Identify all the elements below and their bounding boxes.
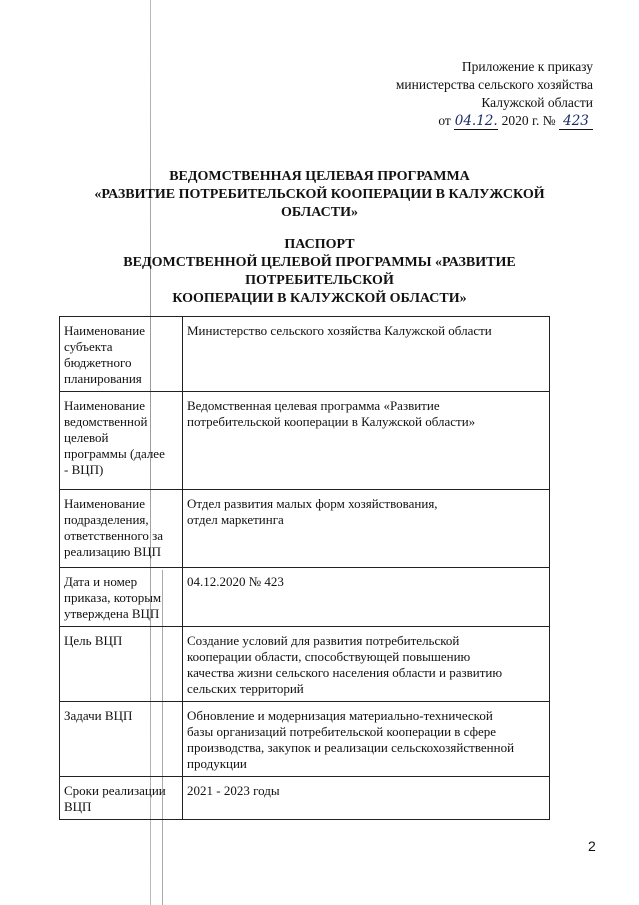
passport-title [0,236,639,308]
table-row [60,627,550,702]
row-value-line: качества жизни сельского населения области и развитию [187,665,503,680]
appendix-date-line [396,112,593,130]
row-value-line: продукции [187,756,247,771]
row-value-line: 04.12.2020 № 423 [187,574,284,589]
row-label-line: программы (далее [64,446,165,461]
row-label-line: - ВЦП) [64,462,104,477]
row-value-line: кооперации области, способствующей повышению [187,649,471,664]
row-label-cell [60,317,183,392]
row-value-line: базы организаций потребительской кооперации в сфере [187,724,497,739]
row-label-line: ответственного за [64,528,164,543]
row-label-line: Дата и номер [64,574,138,589]
row-value-line: отдел маркетинга [187,512,284,527]
table-row [60,702,550,777]
passport-title-line: ВЕДОМСТВЕННОЙ ЦЕЛЕВОЙ ПРОГРАММЫ «РАЗВИТИЕ [123,255,516,270]
appendix-line: Приложение к приказу [461,59,593,74]
row-value-cell [183,392,550,490]
row-label-line: Сроки реализации [64,783,166,798]
row-label-line: ВЦП [64,799,92,814]
row-value-line: потребительской кооперации в Калужской области» [187,414,476,429]
date-suffix: 2020 г. № [501,113,556,128]
row-label-line: утверждена ВЦП [64,606,160,621]
table-row [60,317,550,392]
row-label-cell [60,490,183,568]
row-label-line: Задачи ВЦП [64,708,133,723]
row-value-cell [183,627,550,702]
passport-table [59,316,550,820]
row-label-line: реализацию ВЦП [64,544,161,559]
program-title [0,168,639,222]
row-label-line: субъекта [64,339,113,354]
row-label-cell [60,392,183,490]
page-number: 2 [588,838,596,854]
row-label-line: Наименование [64,496,145,511]
row-label-line: ведомственной [64,414,148,429]
row-value-line: Отдел развития малых форм хозяйствования, [187,496,438,511]
passport-title-line: КООПЕРАЦИИ В КАЛУЖСКОЙ ОБЛАСТИ» [172,291,467,306]
row-value-line: 2021 - 2023 годы [187,783,280,798]
row-value-cell [183,702,550,777]
row-value-cell [183,490,550,568]
row-value-cell [183,317,550,392]
passport-title-line: ПАСПОРТ [284,237,355,252]
row-label-cell [60,568,183,627]
table-row [60,392,550,490]
row-label-line: подразделения, [64,512,149,527]
table-row [60,490,550,568]
table-row [60,777,550,820]
row-label-line: Наименование [64,398,145,413]
row-label-line: Цель ВЦП [64,633,123,648]
handwritten-date: 04.12. [454,113,498,129]
appendix-line: Калужской области [481,95,593,110]
program-title-line: ВЕДОМСТВЕННАЯ ЦЕЛЕВАЯ ПРОГРАММА [169,169,470,184]
handwritten-number: 423 [559,113,593,130]
row-label-line: планирования [64,371,142,386]
row-label-cell [60,702,183,777]
row-label-line: бюджетного [64,355,132,370]
program-title-line: «РАЗВИТИЕ ПОТРЕБИТЕЛЬСКОЙ КООПЕРАЦИИ В КАЛУЖСКОЙ [94,187,545,202]
row-value-line: Создание условий для развития потребительской [187,633,460,648]
row-value-cell [183,777,550,820]
row-label-line: приказа, которым [64,590,162,605]
date-prefix: от [438,113,451,128]
appendix-header [396,58,593,130]
appendix-line: министерства сельского хозяйства [395,77,593,92]
row-value-cell [183,568,550,627]
row-label-cell [60,777,183,820]
row-label-line: целевой [64,430,109,445]
row-value-line: сельских территорий [187,681,304,696]
program-title-line: ОБЛАСТИ» [281,205,358,220]
row-value-line: Обновление и модернизация материально-технической [187,708,493,723]
row-value-line: Ведомственная целевая программа «Развитие [187,398,440,413]
row-value-line: производства, закупок и реализации сельскохозяйственной [187,740,515,755]
table-row [60,568,550,627]
row-label-line: Наименование [64,323,145,338]
row-label-cell [60,627,183,702]
row-value-line: Министерство сельского хозяйства Калужской области [187,323,492,338]
passport-title-line: ПОТРЕБИТЕЛЬСКОЙ [245,273,394,288]
